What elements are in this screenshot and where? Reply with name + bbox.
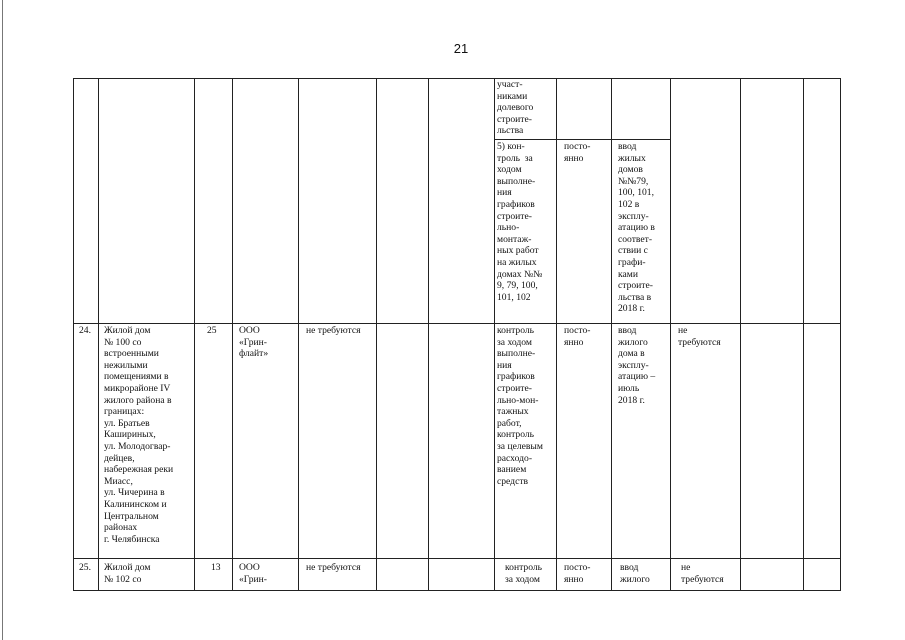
table-top-border [73, 78, 840, 79]
column-border [376, 78, 377, 591]
column-border [73, 78, 74, 591]
subrow-divider [494, 139, 670, 140]
column-border [556, 78, 557, 591]
object-cell: Жилой дом № 102 со [104, 562, 151, 585]
column-border [428, 78, 429, 591]
activity-cell: участ- никами долевого строите- льства [497, 79, 534, 137]
column-border [194, 78, 195, 591]
measures-cell: не требуются [306, 325, 361, 336]
table-bottom-border [73, 590, 840, 591]
column-border [740, 78, 741, 591]
page-number: 21 [453, 41, 469, 56]
result-cell: ввод жилого дома в эксплу- атацию – июль 2018 г. [618, 325, 656, 406]
measures-cell: не требуются [306, 562, 361, 573]
count-cell: 25 [207, 325, 217, 336]
row-number: 25. [79, 562, 91, 573]
result-cell: ввод жилых домов №№79, 100, 101, 102 в эксплу- атацию в соответ- ствии с графи- ками строите- льства в 2018 г. [618, 141, 655, 315]
developer-cell: ООО «Грин- [239, 562, 267, 585]
activity-cell: контроль за ходом выполне- ния графиков строите- льно-мон- тажных работ, контроль за целевым расходо- ванием средств [497, 325, 543, 487]
activity-cell: контроль за ходом [505, 562, 543, 585]
row-number: 24. [79, 325, 91, 336]
column-border [232, 78, 233, 591]
note-cell: не требуются [681, 562, 724, 585]
column-border [670, 78, 671, 591]
developer-cell: ООО «Грин- флайт» [239, 325, 269, 360]
activity-cell: 5) кон- троль за ходом выполне- ния графиков строите- льно- монтаж- ных работ на жилых домах №№ 9, 79, 100, 101, 102 [497, 141, 543, 303]
row-divider [73, 323, 840, 324]
period-cell: посто- янно [564, 141, 591, 164]
column-border [803, 78, 804, 591]
count-cell: 13 [211, 562, 221, 573]
period-cell: посто- янно [564, 325, 591, 348]
column-border [611, 78, 612, 591]
row-divider [73, 558, 840, 559]
table-right-border [840, 78, 841, 591]
column-border [298, 78, 299, 591]
column-border [494, 78, 495, 591]
period-cell: посто- янно [564, 562, 591, 585]
result-cell: ввод жилого [620, 562, 650, 585]
column-border [98, 78, 99, 591]
object-cell: Жилой дом № 100 со встроенными нежилыми помещениями в микрорайоне IV жилого района в границах: ул. Братьев Кашириных, ул. Молодогвар- дейцев, набережная реки Миасс, ул. Чичерина в Калининском и Центральном районах г. Челябинска [104, 325, 174, 545]
note-cell: не требуются [678, 325, 721, 348]
